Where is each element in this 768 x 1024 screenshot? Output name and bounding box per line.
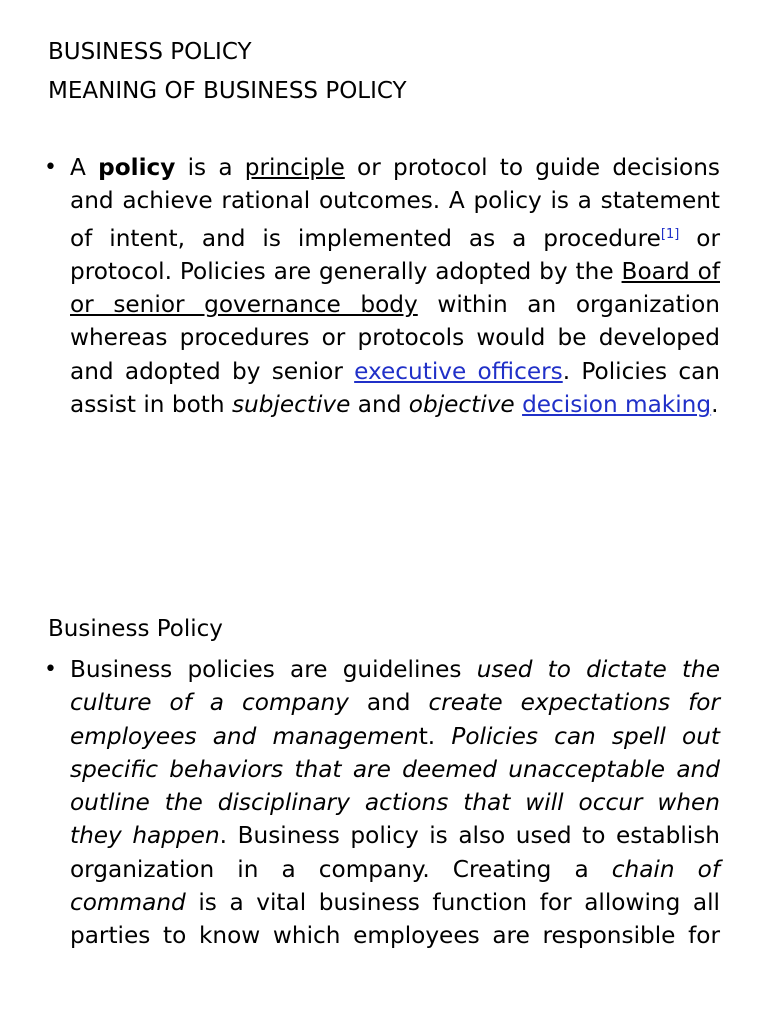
italic-segment: used to dictate the culture of a company (70, 656, 720, 717)
text-segment: . Business policy is also used to establish organization in a company. Creating a (70, 822, 721, 883)
text-segment: A (70, 154, 99, 181)
policy-term-bold: policy (98, 154, 176, 181)
business-policy-paragraph (70, 653, 720, 953)
reference-1-link[interactable]: [1] (660, 226, 680, 242)
objective-italic: objective (408, 391, 515, 419)
text-segment: within an organization whereas procedures or protocols would be developed and adopted by senior (70, 291, 720, 385)
bullet-marker: • (44, 155, 57, 180)
text-segment: and (350, 391, 409, 419)
text-segment: is a (175, 154, 245, 181)
section-heading: Business Policy (48, 616, 223, 642)
subjective-italic: subjective (231, 391, 351, 419)
page-title: BUSINESS POLICY (48, 39, 252, 65)
text-segment: . Policies can assist in both (70, 357, 721, 419)
chain-of-command-italic: chain of command (70, 855, 721, 917)
italic-segment: create expectations for employees and managemen (70, 689, 720, 750)
text-segment: or protocol to guide decisions and achieve rational outcomes. A policy is a statement of intent, and is implemented as a procedure (70, 154, 721, 252)
text-segment: Business policies are guidelines (70, 656, 477, 683)
principle-link[interactable]: principle (244, 154, 345, 181)
executive-officers-link[interactable]: executive officers (354, 357, 563, 385)
italic-segment: Policies can spell out specific behaviors that are deemed unacceptable and outline the disciplinary actions that will occur when they happen (70, 722, 720, 850)
decision-making-link[interactable]: decision making (522, 391, 712, 419)
policy-definition-paragraph (70, 151, 720, 421)
board-governance-link[interactable]: Board of or senior governance body (70, 257, 720, 319)
text-segment: and (348, 689, 429, 717)
text-segment: t. (418, 722, 452, 750)
page-subtitle: MEANING OF BUSINESS POLICY (48, 78, 407, 104)
text-segment: . (711, 391, 719, 419)
bullet-marker: • (44, 657, 57, 682)
text-segment: or protocol. Policies are generally adopted by the (70, 224, 720, 285)
text-segment (515, 391, 522, 418)
text-segment: is a vital business function for allowing all parties to know which employees are responsible for (70, 889, 720, 950)
